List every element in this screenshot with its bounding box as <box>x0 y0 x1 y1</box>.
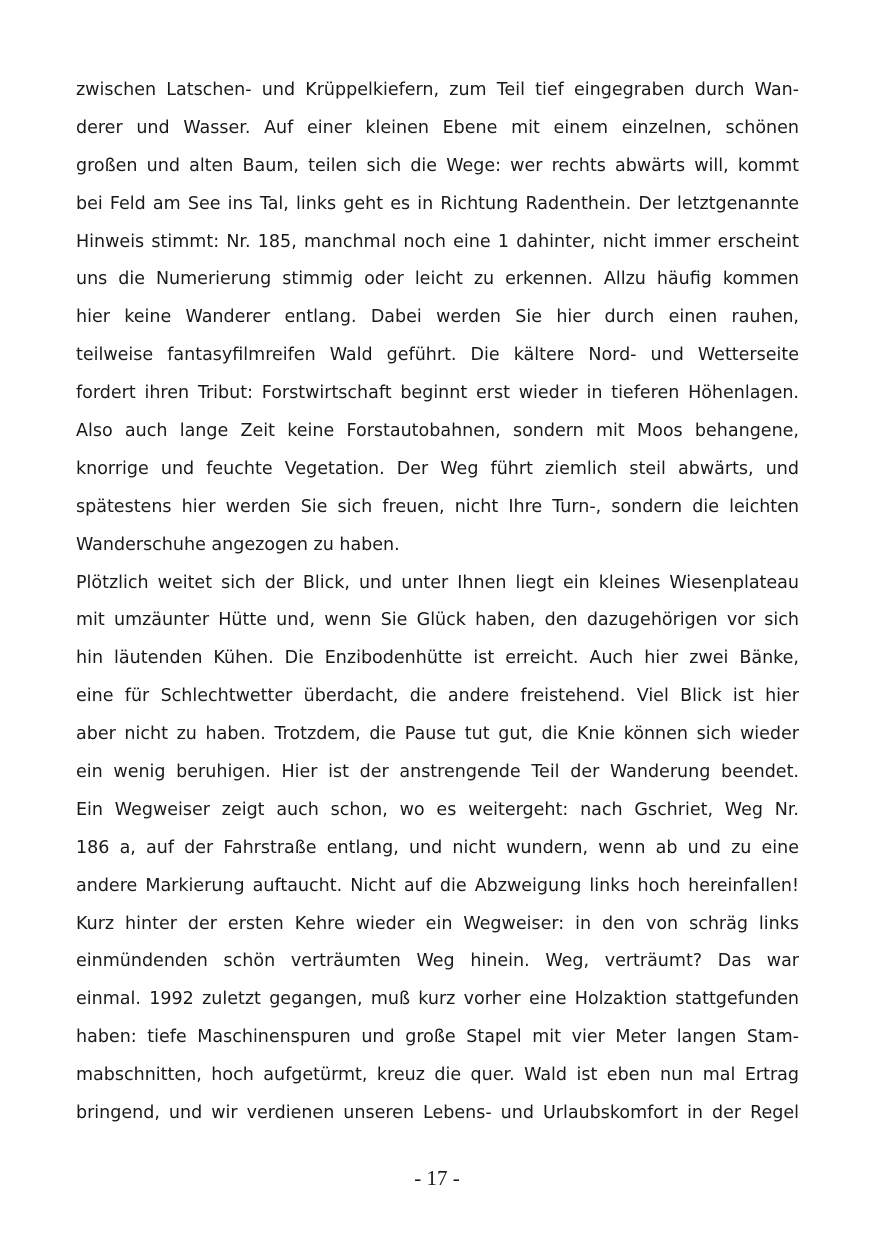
text-line: Wanderschuhe angezogen zu haben. <box>76 534 400 555</box>
text-line: Plötzlich weitet sich der Blick, und unter Ihnen liegt ein kleines Wiesenplateau <box>76 572 799 593</box>
text-line: großen und alten Baum, teilen sich die Wege: wer rechts abwärts will, kommt <box>76 155 799 176</box>
text-line: bringend, und wir verdienen unseren Lebens- und Urlaubskomfort in der Regel <box>76 1103 799 1124</box>
text-line: einmal. 1992 zuletzt gegangen, muß kurz vorher eine Holzaktion stattgefunden <box>76 989 799 1010</box>
text-line: ein wenig beruhigen. Hier ist der anstrengende Teil der Wanderung beendet. <box>76 762 799 783</box>
text-line: Hinweis stimmt: Nr. 185, manchmal noch eine 1 dahinter, nicht immer erscheint <box>76 231 799 252</box>
text-line: 186 a, auf der Fahrstraße entlang, und nicht wundern, wenn ab und zu eine <box>76 837 799 858</box>
text-line: bei Feld am See ins Tal, links geht es in Richtung Radenthein. Der letztgenannte <box>76 193 799 214</box>
text-line: hin läutenden Kühen. Die Enzibodenhütte ist erreicht. Auch hier zwei Bänke, <box>76 648 799 669</box>
text-line: Also auch lange Zeit keine Forstautobahnen, sondern mit Moos behangene, <box>76 421 799 442</box>
paragraph-2 <box>76 565 799 1133</box>
text-line: Ein Wegweiser zeigt auch schon, wo es weitergeht: nach Gschriet, Weg Nr. <box>76 799 799 820</box>
text-line: knorrige und feuchte Vegetation. Der Weg führt ziemlich steil abwärts, und <box>76 458 799 479</box>
text-line: andere Markierung auftaucht. Nicht auf die Abzweigung links hoch hereinfallen! <box>76 875 799 896</box>
text-line: hier keine Wanderer entlang. Dabei werden Sie hier durch einen rauhen, <box>76 307 799 328</box>
text-line: eine für Schlechtwetter überdacht, die andere freistehend. Viel Blick ist hier <box>76 686 799 707</box>
text-line: zwischen Latschen- und Krüppelkiefern, zum Teil tief eingegraben durch Wan- <box>76 80 799 100</box>
text-line: aber nicht zu haben. Trotzdem, die Pause tut gut, die Knie können sich wieder <box>76 724 799 745</box>
text-line: teilweise fantasyfilmreifen Wald geführt. Die kältere Nord- und Wetterseite <box>76 345 799 366</box>
text-line: einmündenden schön verträumten Weg hinein. Weg, verträumt? Das war <box>76 951 799 972</box>
text-line: mit umzäunter Hütte und, wenn Sie Glück haben, den dazugehörigen vor sich <box>76 610 799 631</box>
text-line: derer und Wasser. Auf einer kleinen Ebene mit einem einzelnen, schönen <box>76 117 799 138</box>
text-line: haben: tiefe Maschinenspuren und große Stapel mit vier Meter langen Stam- <box>76 1027 799 1048</box>
text-line: Kurz hinter der ersten Kehre wieder ein Wegweiser: in den von schräg links <box>76 913 799 934</box>
text-line: spätestens hier werden Sie sich freuen, nicht Ihre Turn-, sondern die leichten <box>76 496 799 517</box>
text-line: uns die Numerierung stimmig oder leicht zu erkennen. Allzu häufig kommen <box>76 269 799 290</box>
text-line: fordert ihren Tribut: Forstwirtschaft beginnt erst wieder in tieferen Höhenlagen. <box>76 383 799 404</box>
page-number: - 17 - <box>414 1166 460 1190</box>
body-text <box>76 72 799 1133</box>
text-line: mabschnitten, hoch aufgetürmt, kreuz die quer. Wald ist eben nun mal Ertrag <box>76 1065 799 1086</box>
paragraph-1 <box>76 72 799 565</box>
